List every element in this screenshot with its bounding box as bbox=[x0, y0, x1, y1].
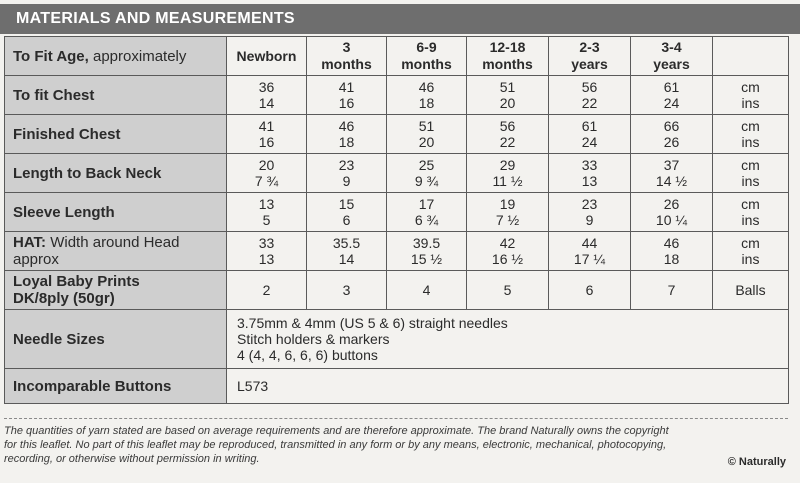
table-cell: 46 18 bbox=[307, 115, 387, 154]
table-cell: 23 9 bbox=[549, 193, 631, 232]
table-row-needles bbox=[5, 310, 789, 369]
table-cell: 2 bbox=[227, 271, 307, 310]
table-cell: 13 5 bbox=[227, 193, 307, 232]
table-row bbox=[5, 76, 789, 115]
table-row bbox=[5, 115, 789, 154]
size-header: 3-4 years bbox=[631, 37, 713, 76]
buttons-label: Incomparable Buttons bbox=[5, 369, 227, 404]
table-cell: 6 bbox=[549, 271, 631, 310]
table-cell: 56 22 bbox=[467, 115, 549, 154]
table-cell: 15 6 bbox=[307, 193, 387, 232]
row-label: Length to Back Neck bbox=[5, 154, 227, 193]
unit-cell: cm ins bbox=[713, 154, 789, 193]
table-cell: 44 17 ¼ bbox=[549, 232, 631, 271]
row-label: HAT: Width around Head approx bbox=[5, 232, 227, 271]
buttons-value: L573 bbox=[227, 369, 789, 404]
unit-cell: cm ins bbox=[713, 193, 789, 232]
table-cell: 41 16 bbox=[227, 115, 307, 154]
table-cell: 61 24 bbox=[549, 115, 631, 154]
size-header: Newborn bbox=[227, 37, 307, 76]
table-cell: 4 bbox=[387, 271, 467, 310]
row-label: To fit Chest bbox=[5, 76, 227, 115]
table-cell: 29 11 ½ bbox=[467, 154, 549, 193]
table-header-row bbox=[5, 37, 789, 76]
table-row bbox=[5, 193, 789, 232]
table-cell: 51 20 bbox=[467, 76, 549, 115]
table-cell: 17 6 ¾ bbox=[387, 193, 467, 232]
table-cell: 35.5 14 bbox=[307, 232, 387, 271]
table-row bbox=[5, 232, 789, 271]
row-label: Sleeve Length bbox=[5, 193, 227, 232]
table-row-yarn bbox=[5, 271, 789, 310]
table-cell: 46 18 bbox=[387, 76, 467, 115]
row-label: Finished Chest bbox=[5, 115, 227, 154]
table-cell: 42 16 ½ bbox=[467, 232, 549, 271]
table-cell: 36 14 bbox=[227, 76, 307, 115]
table-cell: 61 24 bbox=[631, 76, 713, 115]
table-cell: 33 13 bbox=[227, 232, 307, 271]
needles-label: Needle Sizes bbox=[5, 310, 227, 369]
unit-header bbox=[713, 37, 789, 76]
table-cell: 26 10 ¼ bbox=[631, 193, 713, 232]
table-cell: 7 bbox=[631, 271, 713, 310]
unit-cell: cm ins bbox=[713, 232, 789, 271]
table-cell: 39.5 15 ½ bbox=[387, 232, 467, 271]
yarn-label: Loyal Baby Prints DK/8ply (50gr) bbox=[5, 271, 227, 310]
table-cell: 20 7 ¾ bbox=[227, 154, 307, 193]
table-cell: 25 9 ¾ bbox=[387, 154, 467, 193]
table-cell: 56 22 bbox=[549, 76, 631, 115]
table-cell: 5 bbox=[467, 271, 549, 310]
table-cell: 41 16 bbox=[307, 76, 387, 115]
table-cell: 51 20 bbox=[387, 115, 467, 154]
size-header: 3 months bbox=[307, 37, 387, 76]
unit-cell: Balls bbox=[713, 271, 789, 310]
section-title: MATERIALS AND MEASUREMENTS bbox=[0, 4, 800, 34]
table-cell: 19 7 ½ bbox=[467, 193, 549, 232]
copyright: © Naturally bbox=[727, 456, 786, 468]
measurements-table bbox=[4, 36, 789, 404]
table-cell: 23 9 bbox=[307, 154, 387, 193]
table-cell: 37 14 ½ bbox=[631, 154, 713, 193]
age-label: To Fit Age, approximately bbox=[5, 37, 227, 76]
table-row bbox=[5, 154, 789, 193]
needles-value: 3.75mm & 4mm (US 5 & 6) straight needles Stitch holders & markers 4 (4, 4, 6, 6, 6) buttons bbox=[227, 310, 789, 369]
size-header: 6-9 months bbox=[387, 37, 467, 76]
size-header: 12-18 months bbox=[467, 37, 549, 76]
unit-cell: cm ins bbox=[713, 115, 789, 154]
size-header: 2-3 years bbox=[549, 37, 631, 76]
unit-cell: cm ins bbox=[713, 76, 789, 115]
disclaimer: The quantities of yarn stated are based on average requirements and are therefore approximate. The brand Naturally owns the copyright for this leaflet. No part of this leaflet may be reproduced, transmitted in any form or by any means, electronic, mechanical, photocopying, recording, or otherwise without permission in writing. bbox=[4, 418, 788, 466]
table-cell: 3 bbox=[307, 271, 387, 310]
table-cell: 33 13 bbox=[549, 154, 631, 193]
table-cell: 46 18 bbox=[631, 232, 713, 271]
table-cell: 66 26 bbox=[631, 115, 713, 154]
table-row-buttons bbox=[5, 369, 789, 404]
